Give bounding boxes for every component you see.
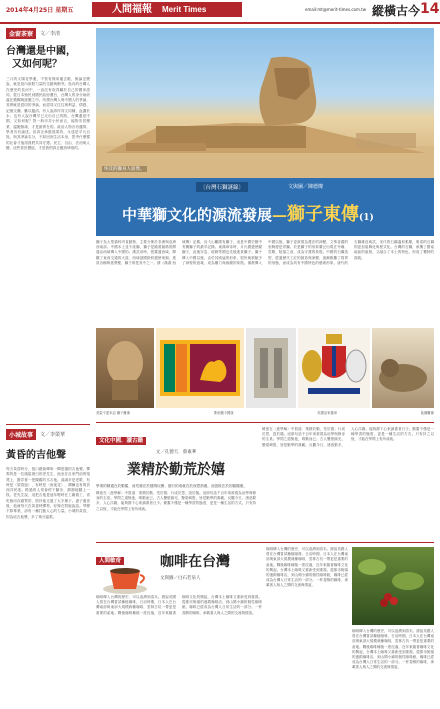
culture-body: 韓愈在〈進學解〉中寫道：業精於勤，荒於嬉；行成於思，毀於隨。這兩句話千百年來被視為治學與修身的圭臬。學問之道無他，唯勤而已。古人鑿壁偷光、懸梁刺股，皆是勤學的典範。反觀今日，誘惑繁多，人心浮躁，能夠靜下心來讀書者日少。勤奮不僅是一種學習的態度，更是一種生活的方式。只有持之以恆，才能在學問上有所成就。 (262, 427, 434, 447)
culture-byline: 文／孔德天．蔡素華 (155, 450, 197, 455)
page-number: 14 (420, 1, 440, 17)
coffee-cup-illustration (100, 561, 150, 595)
hero-byline: 文與圖／陳德燦 (288, 184, 324, 190)
photo-coffee-plant (352, 547, 434, 625)
column-tag: 金窗茶寮 (6, 28, 36, 39)
title-sub: 獅子東傳 (287, 204, 360, 225)
article-body (96, 240, 434, 326)
coffee-cup-icon (100, 561, 150, 595)
srilanka-flag-icon (156, 328, 244, 408)
main-title (122, 200, 374, 226)
column-left-top (6, 28, 90, 420)
culture-body-cont: 韓愈在〈進學解〉中寫道：業精於勤，荒於嬉；行成於思，毀於隨。這兩句話千百年來被視為治學與修身的圭臬。學問之道無他，唯勤而已。古人鑿壁偷光、懸梁刺股，皆是勤學的典範。反觀今日，誘惑繁多，人心浮躁，能夠靜下心來讀書者日少。勤奮不僅是一種學習的態度，更是一種生活的方式。只有持之以恆，才能在學問上有所成就。 (96, 491, 256, 511)
coffee-section (96, 542, 434, 704)
logo-en: Merit Times (162, 5, 207, 14)
photo-architecture (246, 328, 296, 408)
photo-royal-coat (298, 328, 370, 408)
hero-caption: 埃及的獅身人面像。 (104, 167, 145, 172)
caption-3: 英國皇家徽章 (317, 411, 338, 415)
hero-photo-sphinx (96, 28, 434, 178)
coffee-plant-icon (352, 547, 434, 625)
issue-date: 2014年4月25日 星期五 (6, 7, 74, 14)
coffee-body-side: 咖啡傳入台灣的歷史，可以追溯到清末。據說英國人曾在台灣嘗試種植咖啡，日治時期，日本人在台灣南部與東部大規模栽種咖啡，雲林古坑一帶更是重要的產地。戰後咖啡種植一度沒落，近年來隨著咖啡文化的興起，台灣本土咖啡又重新受到重視。從都市街頭的連鎖咖啡店，到山間小鎮的個性咖啡館，咖啡已經成為台灣人日常生活的一部分。一杯香醇的咖啡，承載著人與人之間的交流與情誼。 (352, 629, 434, 670)
article-text: 獅子為大型貓科肉食動物，主要分佈於非洲與亞洲西南部。中國本土並不產獅，獅子是隨著絲路的開通由西域傳入中國的。漢武帝時，張騫通西域，開闢了東西交通的大道，西域諸國紛紛遣使來朝，進貢各種珍禽異獸，獅子即是其中之一。據《漢書·西域傳》記載，烏弋山離國有獅子，這是中國史籍中有關獅子的最早記錄。東漢章帝時，月氏國遣使獻獅子，此後安息、疏勒等國也先後進貢獅子。獅子傳入中國以後，由於其威猛的形象，很快就被賦予了神聖的意義，成為權力與威嚴的象徵。佛教傳入中國以後，獅子更被視為護法的神獸，文殊菩薩的坐騎便是青獅。於是獅子的形象廣泛出現在寺廟、宮殿、陵墓之前，成為守護的象徵。中國的石獅造型，經過歷代工匠的創造與演變，逐漸脫離了寫實的形態，而成為具有中國特色的藝術形象。唐代的石獅雄壯威武，宋代的石獅溫和柔順，明清的石獅則更加裝飾化與程式化。台灣的石獅，承襲了閩南地區的風格，又融合了本土的特色，形成了獨特的面貌。 (96, 240, 434, 265)
column-body: 三月的太陽花學運，不管有無來龍去脈，無論怎麼說，就是島內兩股力量的交錯與衝突。島內的台灣人在歷史的長河中，一直沒有取得屬於自己的國家認同，從日本殖民到國民政府遷台，台灣人的身分始終處在模糊與搖擺之中。所謂台灣人與中國人的爭論，其實就是認同的爭論，而認同又往往與利益、情感、記憶交纏，難以釐清。有人說兩岸同文同種，血濃於水；也有人說台灣早已走出自己的路。台灣還是中國，又如何呢？對一般市井小民而言，能夠安居樂業、溫飽無虞，才是最實在的。政治人物各有盤算，學者各有論述，但真正承擔後果的，永遠是平凡百姓。與其爭論名分，不如回到生活本身，思考什麼樣的社會才值得我們共同守護。民主、自由、法治與人權，這些普世價值，才是我們真正應該珍惜的。 (6, 77, 90, 150)
culture-intro: 學業的精通在於勤奮，而荒廢在於嬉戲玩樂；德行的成就在於深思熟慮，而毀敗在於因循隨便。 (96, 484, 247, 488)
lion-statue-icon (96, 328, 154, 408)
coffee-body-cont: 咖啡傳入台灣的歷史，可以追溯到清末。據說英國人曾在台灣嘗試種植咖啡，日治時期，日本人在台灣南部與東部大規模栽種咖啡，雲林古坑一帶更是重要的產地。戰後咖啡種植一度沒落，近年來隨著咖啡文化的興起，台灣本土咖啡又重新受到重視。從都市街頭的連鎖咖啡店，到山間小鎮的個性咖啡館，咖啡已經成為台灣人日常生活的一部分。一杯香醇的咖啡，承載著人與人之間的交流與情誼。 (266, 547, 348, 588)
photo-srilanka-flag (156, 328, 244, 408)
royal-coat-of-arms-icon (298, 328, 370, 408)
logo-cn: 人間福報 (112, 4, 152, 15)
section-name: 縱橫古今 (372, 4, 421, 18)
photo-mesopotamia-lion (96, 328, 154, 408)
page-header (0, 0, 440, 24)
story-byline: 文／李榮華 (40, 432, 66, 438)
coffee-headline: 咖啡在台灣 (160, 554, 230, 570)
contact-email: email:mt@merit-times.com.tw (305, 7, 367, 12)
strip-captions (96, 410, 434, 416)
title-main: 中華獅文化的源流發展 (122, 206, 273, 224)
title-part: (1) (359, 213, 374, 223)
coffee-body: 咖啡傳入台灣的歷史，可以追溯到清末。據說英國人曾在台灣嘗試種植咖啡，日治時期，日本人在台灣南部與東部大規模栽種咖啡，雲林古坑一帶更是重要的產地。戰後咖啡種植一度沒落，近年來隨著咖啡文化的興起，台灣本土咖啡又重新受到重視。從都市街頭的連鎖咖啡店，到山間小鎮的個性咖啡館，咖啡已經成為台灣人日常生活的一部分。一杯香醇的咖啡，承載著人與人之間的交流與情誼。 (96, 595, 262, 615)
coffee-header (96, 547, 160, 566)
culture-headline: 業精於勤荒於嬉 (127, 462, 225, 478)
story-body: 每天黃昏時分，巷口總會傳來一陣悠揚的吉他聲。彈奏的是一位頭髮斑白的老先生，他坐在自家門前的矮凳上，撥弄著一把陳舊的木吉他。曲調多是老歌，有時是〈望春風〉，有時是〈雨夜花〉，偶爾也有幾首西洋民謠。路過的人常會停下腳步，靜靜地聽上一段。老先生說，這把吉他是他年輕時在工廠做工，省吃儉用存錢買的，陪伴他走過了大半輩子。妻子過世後，他就每天在黃昏時彈奏，好像在對她說話。琴聲不算專業，卻有一種打動人心的力量。小城的黃昏，因為這吉他聲，多了幾分溫柔。 (6, 467, 90, 519)
story-headline: 黃昏的吉他聲 (6, 450, 66, 461)
column-left-bottom (6, 424, 90, 704)
masthead-logo (92, 2, 242, 17)
title-band (96, 178, 434, 236)
sphinx-illustration (96, 28, 434, 178)
series-tag: 〔台灣石獅謎線〕 (196, 182, 248, 192)
story-tag: 小城故事 (6, 429, 36, 440)
column-byline: 文／李清 (40, 31, 61, 37)
column-headline (6, 45, 90, 71)
culture-section (96, 422, 434, 540)
culture-tag: 文化中國．讀古籍 (96, 437, 146, 445)
headline-line1: 台灣還是中國， (6, 46, 76, 57)
architecture-icon (246, 328, 296, 408)
caption-2: 斯里蘭卡國旗 (213, 411, 234, 415)
caption-4: 臥獅雕像 (420, 411, 434, 415)
photo-reclining-lion (372, 328, 434, 408)
image-strip (96, 328, 434, 416)
caption-1: 美索不達米亞 獅子雕像 (96, 411, 131, 415)
coffee-byline: 文與圖／白石若泉人 (160, 576, 201, 581)
coffee-tag: 人間敏奇 (96, 557, 124, 565)
reclining-lion-icon (372, 328, 434, 408)
title-dash: — (272, 206, 288, 224)
headline-line2: 又如何呢？ (12, 59, 62, 70)
